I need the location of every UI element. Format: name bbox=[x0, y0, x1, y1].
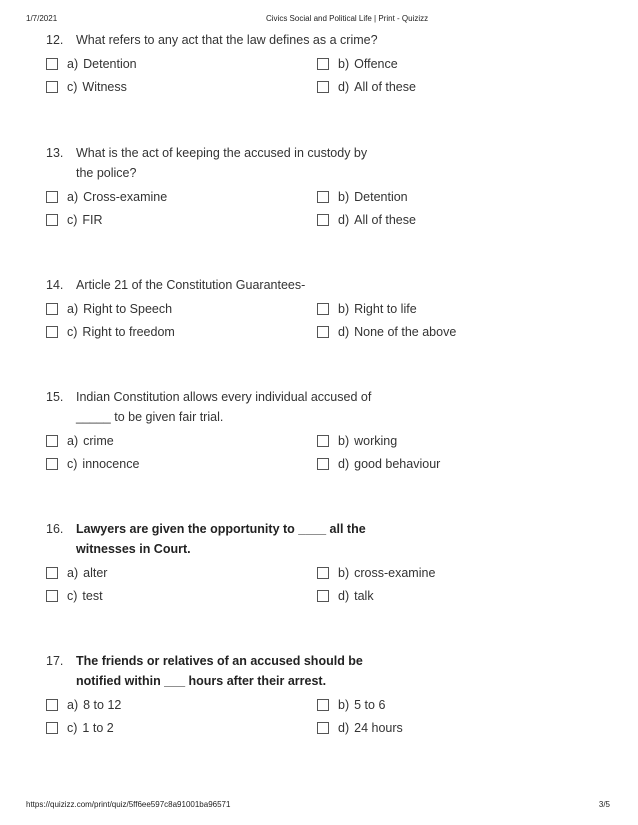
question-number: 13. bbox=[46, 146, 64, 160]
option-text: cross-examine bbox=[354, 566, 436, 580]
option-letter: b) bbox=[338, 566, 350, 580]
option-b[interactable] bbox=[317, 563, 588, 583]
question-text: Indian Constitution allows every individual accused of _____ to be given fair trial. bbox=[76, 390, 372, 424]
option-letter: a) bbox=[67, 566, 79, 580]
checkbox[interactable] bbox=[317, 58, 329, 70]
question-text: What refers to any act that the law defines as a crime? bbox=[76, 33, 378, 47]
option-letter: c) bbox=[67, 589, 78, 603]
option-b[interactable] bbox=[317, 54, 588, 74]
option-text: Offence bbox=[354, 57, 398, 71]
option-d[interactable] bbox=[317, 454, 588, 474]
option-text: test bbox=[82, 589, 103, 603]
option-letter: c) bbox=[67, 80, 78, 94]
option-letter: a) bbox=[67, 698, 79, 712]
option-letter: b) bbox=[338, 434, 350, 448]
checkbox[interactable] bbox=[317, 567, 329, 579]
option-letter: d) bbox=[338, 457, 350, 471]
option-letter: c) bbox=[67, 213, 78, 227]
question-17 bbox=[46, 651, 606, 738]
option-d[interactable] bbox=[317, 322, 588, 342]
option-a[interactable] bbox=[46, 695, 317, 715]
option-letter: d) bbox=[338, 80, 350, 94]
checkbox[interactable] bbox=[317, 326, 329, 338]
option-letter: a) bbox=[67, 190, 79, 204]
checkbox[interactable] bbox=[46, 303, 58, 315]
option-b[interactable] bbox=[317, 431, 588, 451]
question-15 bbox=[46, 387, 606, 474]
question-number: 17. bbox=[46, 654, 64, 668]
option-letter: c) bbox=[67, 325, 78, 339]
checkbox[interactable] bbox=[46, 458, 58, 470]
option-c[interactable] bbox=[46, 718, 317, 738]
option-letter: b) bbox=[338, 190, 350, 204]
option-text: crime bbox=[83, 434, 114, 448]
option-text: talk bbox=[354, 589, 374, 603]
option-c[interactable] bbox=[46, 322, 317, 342]
checkbox[interactable] bbox=[317, 303, 329, 315]
option-text: 1 to 2 bbox=[82, 721, 114, 735]
option-text: good behaviour bbox=[354, 457, 441, 471]
option-text: 24 hours bbox=[354, 721, 403, 735]
checkbox[interactable] bbox=[46, 81, 58, 93]
option-a[interactable] bbox=[46, 54, 317, 74]
checkbox[interactable] bbox=[317, 435, 329, 447]
option-text: working bbox=[354, 434, 398, 448]
checkbox[interactable] bbox=[317, 590, 329, 602]
option-text: Cross-examine bbox=[83, 190, 168, 204]
question-13 bbox=[46, 143, 606, 230]
checkbox[interactable] bbox=[317, 458, 329, 470]
checkbox[interactable] bbox=[46, 326, 58, 338]
option-c[interactable] bbox=[46, 77, 317, 97]
footer-url: https://quizizz.com/print/quiz/5ff6ee597c8a91001ba96571 bbox=[26, 800, 231, 809]
option-c[interactable] bbox=[46, 210, 317, 230]
question-12 bbox=[46, 30, 606, 97]
option-text: alter bbox=[83, 566, 108, 580]
option-d[interactable] bbox=[317, 586, 588, 606]
option-letter: d) bbox=[338, 213, 350, 227]
option-text: All of these bbox=[354, 80, 416, 94]
option-text: None of the above bbox=[354, 325, 457, 339]
question-text: Article 21 of the Constitution Guarantees- bbox=[76, 278, 306, 292]
option-text: Witness bbox=[82, 80, 127, 94]
option-b[interactable] bbox=[317, 299, 588, 319]
option-text: 5 to 6 bbox=[354, 698, 386, 712]
option-text: innocence bbox=[82, 457, 140, 471]
option-letter: d) bbox=[338, 721, 350, 735]
checkbox[interactable] bbox=[46, 567, 58, 579]
checkbox[interactable] bbox=[46, 435, 58, 447]
question-text: The friends or relatives of an accused should be notified within ___ hours after their arrest. bbox=[76, 654, 363, 688]
option-letter: a) bbox=[67, 434, 79, 448]
option-letter: a) bbox=[67, 57, 79, 71]
question-text: What is the act of keeping the accused in custody by the police? bbox=[76, 146, 368, 180]
question-14 bbox=[46, 275, 606, 342]
question-number: 15. bbox=[46, 390, 64, 404]
option-letter: d) bbox=[338, 589, 350, 603]
option-text: Right to life bbox=[354, 302, 417, 316]
option-text: FIR bbox=[82, 213, 103, 227]
option-b[interactable] bbox=[317, 187, 588, 207]
option-d[interactable] bbox=[317, 77, 588, 97]
option-a[interactable] bbox=[46, 563, 317, 583]
option-a[interactable] bbox=[46, 431, 317, 451]
option-a[interactable] bbox=[46, 187, 317, 207]
checkbox[interactable] bbox=[46, 58, 58, 70]
option-letter: c) bbox=[67, 721, 78, 735]
option-letter: b) bbox=[338, 302, 350, 316]
option-letter: d) bbox=[338, 325, 350, 339]
checkbox[interactable] bbox=[46, 191, 58, 203]
checkbox[interactable] bbox=[317, 81, 329, 93]
question-number: 16. bbox=[46, 522, 64, 536]
option-d[interactable] bbox=[317, 210, 588, 230]
option-letter: b) bbox=[338, 698, 350, 712]
checkbox[interactable] bbox=[46, 214, 58, 226]
option-text: Right to freedom bbox=[82, 325, 175, 339]
option-b[interactable] bbox=[317, 695, 588, 715]
header-date: 1/7/2021 bbox=[26, 14, 58, 23]
option-text: All of these bbox=[354, 213, 416, 227]
question-16 bbox=[46, 519, 606, 606]
option-d[interactable] bbox=[317, 718, 588, 738]
checkbox[interactable] bbox=[317, 722, 329, 734]
question-number: 14. bbox=[46, 278, 64, 292]
header-title: Civics Social and Political Life | Print - Quizizz bbox=[266, 14, 429, 23]
option-letter: b) bbox=[338, 57, 350, 71]
checkbox[interactable] bbox=[317, 191, 329, 203]
checkbox[interactable] bbox=[46, 699, 58, 711]
option-text: Detention bbox=[354, 190, 408, 204]
checkbox[interactable] bbox=[317, 214, 329, 226]
option-text: Detention bbox=[83, 57, 137, 71]
checkbox[interactable] bbox=[46, 722, 58, 734]
checkbox[interactable] bbox=[46, 590, 58, 602]
question-text: Lawyers are given the opportunity to ____ all the witnesses in Court. bbox=[76, 522, 366, 556]
footer-page-number: 3/5 bbox=[598, 800, 610, 809]
option-letter: a) bbox=[67, 302, 79, 316]
option-c[interactable] bbox=[46, 454, 317, 474]
option-c[interactable] bbox=[46, 586, 317, 606]
checkbox[interactable] bbox=[317, 699, 329, 711]
option-a[interactable] bbox=[46, 299, 317, 319]
question-number: 12. bbox=[46, 33, 64, 47]
option-letter: c) bbox=[67, 457, 78, 471]
option-text: 8 to 12 bbox=[83, 698, 122, 712]
option-text: Right to Speech bbox=[83, 302, 173, 316]
